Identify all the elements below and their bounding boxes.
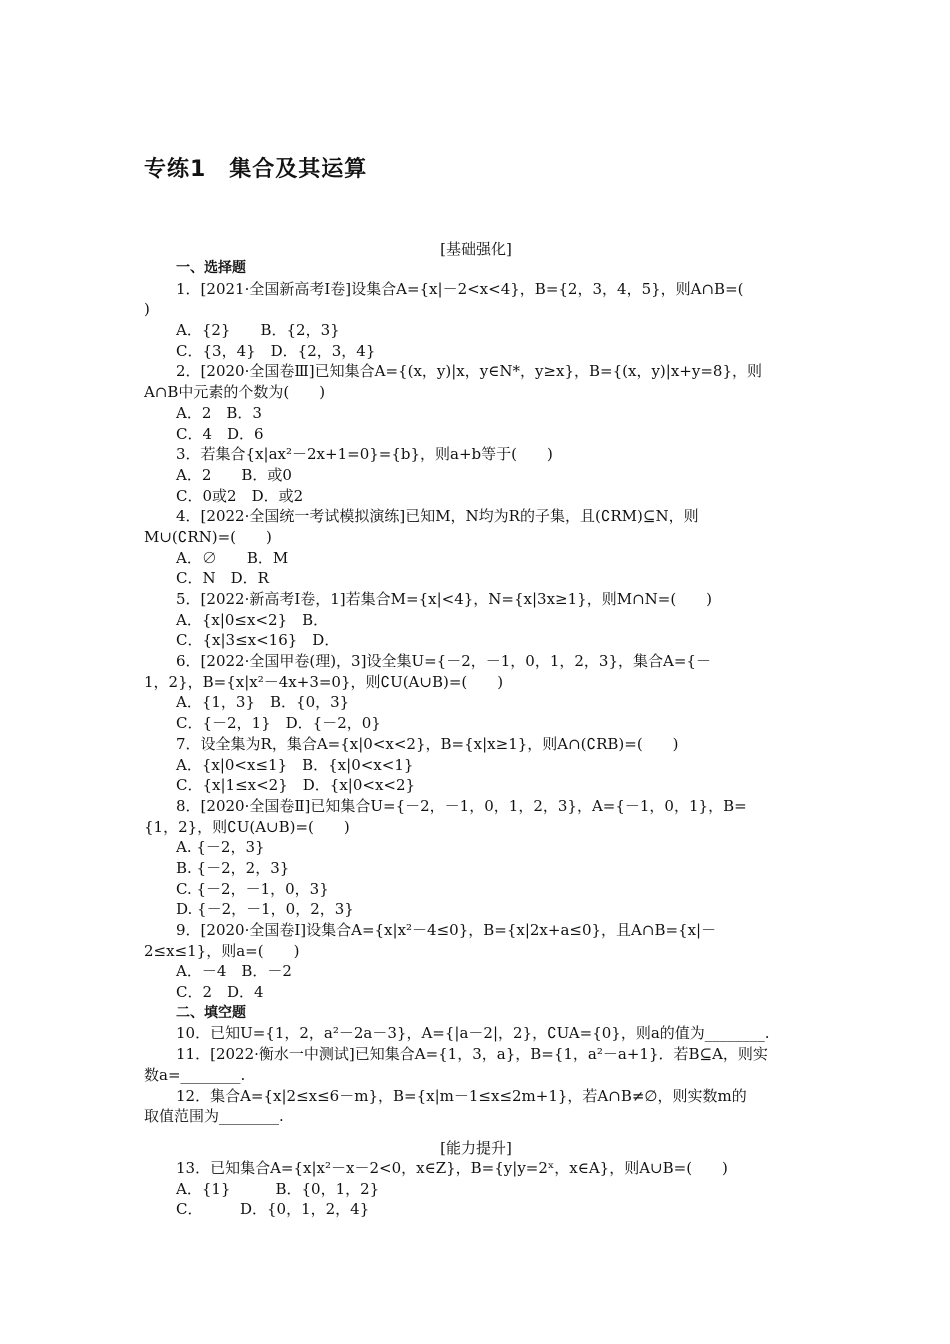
q7-options-cd: C．{x|1≤x<2} D．{x|0<x<2} <box>176 776 416 795</box>
q5-options-cd: C．{x|3≤x<16} D． <box>176 631 340 650</box>
q4-stem: 4．[2022·全国统一考试模拟演练]已知M，N均为R的子集，且(∁RM)⊆N，则 <box>176 507 699 526</box>
q6-stem: 6．[2022·全国甲卷(理)，3]设全集U={－2，－1，0，1，2，3}，集合A={－ <box>176 652 711 671</box>
q8-option-d: D. {－2，－1，0，2，3} <box>176 900 354 919</box>
q2-stem-cont: A∩B中元素的个数为( ) <box>144 383 326 402</box>
question-content <box>144 258 808 1127</box>
q3-options-ab: A．2 B．或0 <box>176 465 292 484</box>
q1-options-cd: C．{3，4} D．{2，3，4} <box>176 341 376 360</box>
q11-stem-cont: 数a=________. <box>144 1065 246 1084</box>
q2-options-ab: A．2 B．3 <box>176 403 262 422</box>
q8-option-c: C. {－2，－1，0，3} <box>176 879 329 898</box>
q7-options-ab: A．{x|0<x≤1} B．{x|0<x<1} <box>176 755 414 774</box>
part-fill-heading: 二、填空题 <box>176 1004 246 1021</box>
q2-options-cd: C．4 D．6 <box>176 424 264 443</box>
q4-stem-cont: M∪(∁RN)=( ) <box>144 527 272 546</box>
q7-stem: 7．设全集为R，集合A={x|0<x<2}，B={x|x≥1}，则A∩(∁RB)=( ) <box>176 734 679 753</box>
q1-stem-cont: ) <box>144 300 150 319</box>
q9-options-ab: A．－4 B．－2 <box>176 962 292 981</box>
q8-stem-cont: {1，2}，则∁U(A∪B)=( ) <box>144 817 350 836</box>
q12-stem: 12．集合A={x|2≤x≤6－m}，B={x|m－1≤x≤2m+1}，若A∩B≠∅，则实数m的 <box>176 1086 747 1105</box>
q5-options-ab: A．{x|0≤x<2} B． <box>176 610 329 629</box>
q6-options-ab: A．{1，3} B．{0，3} <box>176 693 350 712</box>
section-basic-label: [基础强化] <box>440 240 512 258</box>
q2-stem: 2．[2020·全国卷Ⅲ]已知集合A={(x，y)|x，y∈N*，y≥x}，B={(x，y)|x+y=8}，则 <box>176 362 762 381</box>
q4-options-ab: A．∅ B．M <box>176 548 289 567</box>
q3-options-cd: C．0或2 D．或2 <box>176 486 304 505</box>
section-advanced-label: [能力提升] <box>440 1139 512 1157</box>
q9-stem-cont: 2≤x≤1}，则a=( ) <box>144 941 300 960</box>
q8-stem: 8．[2020·全国卷Ⅱ]已知集合U={－2，－1，0，1，2，3}，A={－1，0，1}，B= <box>176 796 747 815</box>
q1-stem: 1．[2021·全国新高考Ⅰ卷]设集合A={x|－2<x<4}，B={2，3，4，5}，则A∩B=( <box>176 279 744 298</box>
q3-stem: 3．若集合{x|ax²－2x+1=0}={b}，则a+b等于( ) <box>176 445 553 464</box>
q13-options-ab: A．{1} B．{0，1，2} <box>176 1179 380 1198</box>
q6-options-cd: C．{－2，1} D．{－2，0} <box>176 714 381 733</box>
page-title: 专练1 集合及其运算 <box>144 157 368 182</box>
q12-stem-cont: 取值范围为________. <box>144 1107 284 1126</box>
q8-option-a: A. {－2，3} <box>176 838 265 857</box>
q4-options-cd: C．N D．R <box>176 569 269 588</box>
q11-stem: 11．[2022·衡水一中测试]已知集合A={1，3，a}，B={1，a²－a+1}．若B⊆A，则实 <box>176 1045 768 1064</box>
part-choice-heading: 一、选择题 <box>176 260 246 276</box>
q9-options-cd: C．2 D．4 <box>176 983 264 1002</box>
q10-stem: 10．已知U={1，2，a²－2a－3}，A={|a－2|，2}，∁UA={0}，则a的值为________. <box>176 1024 770 1043</box>
q5-stem: 5．[2022·新高考Ⅰ卷，1]若集合M={x|<4}，N={x|3x≥1}，则M∩N=( ) <box>176 590 713 608</box>
q13-options-cd: C． D．{0，1，2，4} <box>176 1200 370 1219</box>
q6-stem-cont: 1，2}，B={x|x²－4x+3=0}，则∁U(A∪B)=( ) <box>144 672 504 691</box>
advanced-content <box>144 1158 808 1220</box>
q9-stem: 9．[2020·全国卷Ⅰ]设集合A={x|x²－4≤0}，B={x|2x+a≤0}，且A∩B={x|－ <box>176 921 717 939</box>
q1-options-ab: A．{2} B．{2，3} <box>176 321 340 340</box>
q8-option-b: B. {－2，2，3} <box>176 858 290 877</box>
q13-stem: 13．已知集合A={x|x²－x－2<0，x∈Z}，B={y|y=2ˣ，x∈A}，则A∪B=( ) <box>176 1159 728 1177</box>
